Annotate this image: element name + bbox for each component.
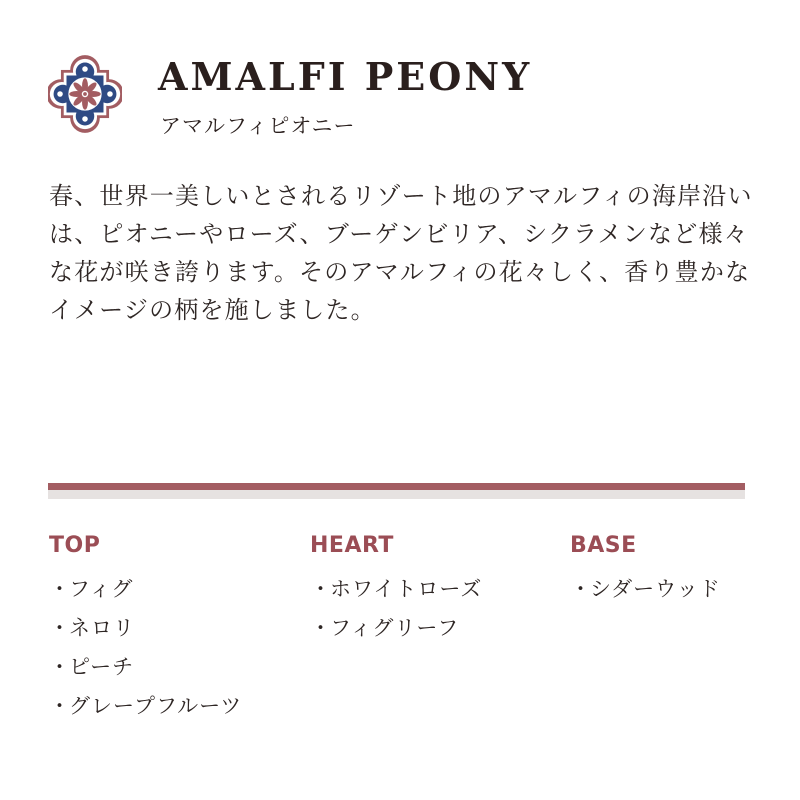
section-divider (48, 483, 745, 499)
note-item (570, 570, 721, 609)
page-subtitle: アマルフィピオニー (160, 114, 356, 138)
note-item (310, 609, 482, 648)
note-item (49, 570, 242, 609)
note-item (49, 687, 242, 726)
notes-column-base (570, 530, 721, 609)
note-item (49, 648, 242, 687)
bullet: ・ (49, 694, 71, 718)
divider-bar (48, 483, 745, 490)
page-title: AMALFI PEONY (158, 54, 533, 99)
floral-tile-icon (48, 54, 122, 134)
note-label: ホワイトローズ (330, 577, 483, 601)
floral-tile-svg (48, 54, 122, 134)
note-label: フィグリーフ (330, 616, 460, 640)
note-item (310, 570, 482, 609)
description-text: 春、世界一美しいとされるリゾート地のアマルフィの海岸沿いは、ピオニーやローズ、ブーゲンビリア、シクラメンなど様々な花が咲き誇ります。そのアマルフィの花々しく、香り豊かなイメージの柄を施しました。 (49, 182, 753, 324)
note-label: ピーチ (69, 655, 135, 679)
notes-list-heart (310, 570, 482, 648)
bullet: ・ (49, 655, 71, 679)
note-label: ネロリ (69, 616, 135, 640)
notes-heading-top: TOP (49, 533, 101, 558)
note-label: フィグ (69, 577, 134, 601)
notes-heading-heart: HEART (310, 533, 394, 558)
bullet: ・ (570, 577, 592, 601)
note-item (49, 609, 242, 648)
notes-list-base (570, 570, 721, 609)
bullet: ・ (310, 616, 332, 640)
note-label: シダーウッド (590, 577, 721, 601)
note-label: グレープフルーツ (69, 694, 243, 718)
notes-column-heart (310, 530, 482, 648)
divider-shadow (48, 490, 745, 499)
notes-column-top (49, 530, 242, 726)
bullet: ・ (49, 577, 71, 601)
notes-heading-base: BASE (570, 533, 637, 558)
bullet: ・ (310, 577, 332, 601)
bullet: ・ (49, 616, 71, 640)
notes-list-top (49, 570, 242, 726)
